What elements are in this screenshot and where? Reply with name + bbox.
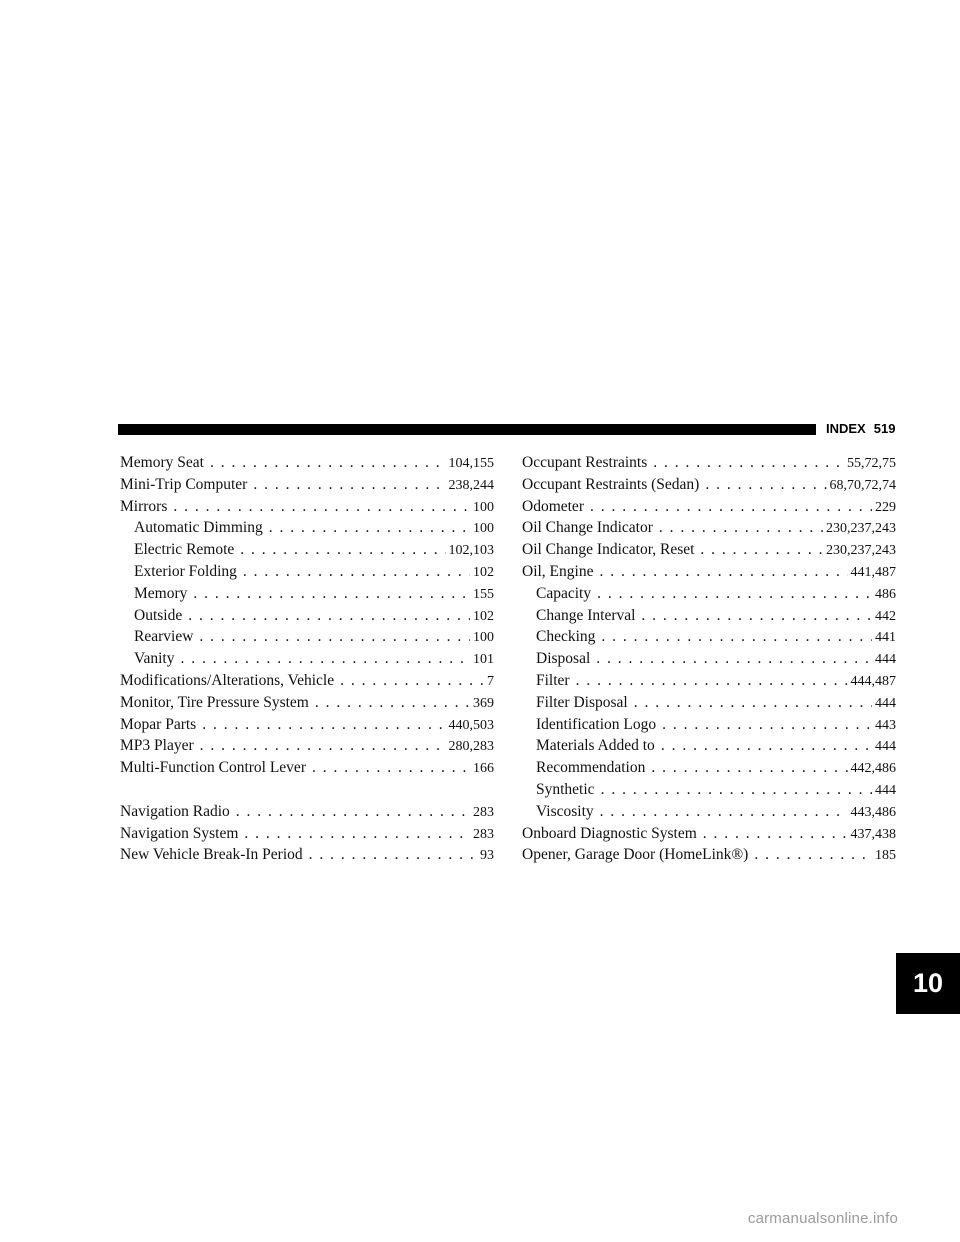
index-subentry — [522, 714, 896, 736]
entry-page-refs: 68,70,72,74 — [829, 477, 896, 493]
index-subentry — [522, 626, 896, 648]
index-subentry — [120, 517, 494, 539]
entry-page-refs: 102,103 — [448, 543, 494, 559]
dot-leader — [240, 539, 445, 561]
dot-leader — [601, 626, 872, 648]
entry-label: Navigation System — [120, 824, 239, 842]
index-entry — [120, 823, 494, 845]
dot-leader — [597, 583, 872, 605]
entry-page-refs: 444 — [875, 782, 896, 798]
index-subentry — [522, 583, 896, 605]
entry-label: Mopar Parts — [120, 715, 197, 733]
header-page-number: 519 — [873, 421, 896, 436]
dot-leader — [661, 735, 872, 757]
entry-page-refs: 444,487 — [850, 673, 896, 689]
header-section: INDEX — [826, 421, 866, 436]
entry-label: Change Interval — [536, 606, 636, 624]
dot-leader — [576, 670, 848, 692]
index-entry — [120, 757, 494, 779]
entry-label: Identification Logo — [536, 715, 657, 733]
dot-leader — [315, 692, 470, 714]
entry-page-refs: 283 — [473, 826, 494, 842]
index-entry — [120, 692, 494, 714]
entry-page-refs: 230,237,243 — [826, 543, 896, 559]
index-column-right — [522, 452, 896, 866]
dot-leader — [662, 714, 872, 736]
header-rule — [118, 424, 816, 435]
entry-label: Synthetic — [536, 780, 595, 798]
dot-leader — [641, 605, 872, 627]
dot-leader — [705, 474, 826, 496]
index-subentry — [120, 583, 494, 605]
dot-leader — [703, 823, 848, 845]
entry-page-refs: 440,503 — [448, 717, 494, 733]
index-entry — [120, 735, 494, 757]
entry-label: Capacity — [536, 584, 592, 602]
entry-page-refs: 441,487 — [850, 564, 896, 580]
dot-leader — [243, 561, 470, 583]
entry-label: Oil Change Indicator, Reset — [522, 541, 695, 559]
entry-page-refs: 104,155 — [448, 456, 494, 471]
index-subentry — [120, 605, 494, 627]
dot-leader — [653, 452, 844, 474]
entry-page-refs: 443 — [875, 717, 896, 733]
entry-label: Automatic Dimming — [134, 519, 263, 537]
entry-page-refs: 100 — [473, 499, 494, 515]
dot-leader — [199, 626, 470, 648]
entry-page-refs: 283 — [473, 804, 494, 820]
entry-page-refs: 100 — [473, 521, 494, 537]
chapter-tab: 10 — [896, 953, 960, 1014]
entry-label: Vanity — [134, 650, 175, 668]
entry-label: Memory Seat — [120, 454, 204, 471]
dot-leader — [596, 648, 872, 670]
entry-page-refs: 166 — [473, 761, 494, 777]
entry-label: Odometer — [522, 497, 584, 515]
entry-page-refs: 369 — [473, 695, 494, 711]
entry-page-refs: 442,486 — [850, 761, 896, 777]
index-subentry — [522, 801, 896, 823]
entry-label: Opener, Garage Door (HomeLink®) — [522, 846, 749, 864]
index-entry — [522, 496, 896, 518]
dot-leader — [700, 539, 823, 561]
index-column-left — [120, 452, 494, 866]
index-entry — [522, 844, 896, 866]
index-subentry — [522, 692, 896, 714]
entry-label: Disposal — [536, 650, 591, 668]
dot-leader — [269, 517, 470, 539]
entry-label: Modifications/Alterations, Vehicle — [120, 671, 335, 689]
entry-label: Filter — [536, 671, 570, 689]
entry-page-refs: 238,244 — [448, 477, 494, 493]
entry-page-refs: 442 — [875, 608, 896, 624]
entry-page-refs: 444 — [875, 695, 896, 711]
entry-label: Exterior Folding — [134, 562, 237, 580]
entry-label: Outside — [134, 606, 183, 624]
index-subentry — [522, 605, 896, 627]
dot-leader — [340, 670, 484, 692]
dot-leader — [634, 692, 872, 714]
entry-page-refs: 441 — [875, 630, 896, 646]
entry-page-refs: 7 — [487, 673, 494, 689]
index-entry — [120, 496, 494, 518]
dot-leader — [651, 757, 847, 779]
index-entry — [120, 801, 494, 823]
entry-label: Recommendation — [536, 759, 646, 777]
running-header — [826, 420, 895, 438]
index-subentry — [120, 539, 494, 561]
index-entry — [120, 474, 494, 496]
entry-label: Occupant Restraints — [522, 454, 648, 471]
entry-label: Viscosity — [536, 802, 594, 820]
dot-leader — [188, 605, 470, 627]
entry-page-refs: 55,72,75 — [847, 456, 896, 471]
entry-page-refs: 155 — [473, 586, 494, 602]
index-entry — [522, 452, 896, 474]
entry-label: Memory — [134, 584, 188, 602]
index-entry — [120, 452, 494, 474]
entry-page-refs: 280,283 — [448, 739, 494, 755]
dot-leader — [180, 648, 470, 670]
entry-label: Onboard Diagnostic System — [522, 824, 697, 842]
index-subentry — [522, 735, 896, 757]
entry-page-refs: 230,237,243 — [826, 521, 896, 537]
index-subentry — [522, 648, 896, 670]
entry-label: Navigation Radio — [120, 802, 230, 820]
dot-leader — [590, 496, 872, 518]
dot-leader — [601, 779, 872, 801]
entry-label: Oil, Engine — [522, 562, 594, 580]
dot-leader — [659, 517, 823, 539]
dot-leader — [309, 844, 477, 866]
index-entry — [522, 474, 896, 496]
entry-page-refs: 185 — [875, 848, 896, 864]
entry-label: New Vehicle Break-In Period — [120, 846, 303, 864]
index-subentry — [522, 757, 896, 779]
entry-label: Rearview — [134, 628, 194, 646]
index-subentry — [522, 779, 896, 801]
entry-label: Electric Remote — [134, 541, 235, 559]
index-entry — [120, 844, 494, 866]
entry-label: Checking — [536, 628, 596, 646]
entry-page-refs: 229 — [875, 499, 896, 515]
index-entry — [522, 823, 896, 845]
dot-leader — [193, 583, 470, 605]
entry-label: Filter Disposal — [536, 693, 628, 711]
entry-label: Occupant Restraints (Sedan) — [522, 475, 700, 493]
dot-leader — [173, 496, 470, 518]
entry-label: Materials Added to — [536, 737, 655, 755]
entry-page-refs: 102 — [473, 564, 494, 580]
index-entry — [522, 517, 896, 539]
entry-page-refs: 443,486 — [850, 804, 896, 820]
index-entry — [120, 714, 494, 736]
entry-page-refs: 437,438 — [850, 826, 896, 842]
dot-leader — [599, 561, 847, 583]
dot-leader — [312, 757, 470, 779]
dot-leader — [600, 801, 848, 823]
entry-label: Multi-Function Control Lever — [120, 759, 306, 777]
entry-label: Mirrors — [120, 497, 168, 515]
index-entry — [522, 561, 896, 583]
entry-label: Mini-Trip Computer — [120, 475, 248, 493]
entry-page-refs: 102 — [473, 608, 494, 624]
index-entry — [120, 670, 494, 692]
index-subentry — [120, 561, 494, 583]
dot-leader — [210, 452, 446, 474]
index-subentry — [522, 670, 896, 692]
dot-leader — [253, 474, 445, 496]
entry-page-refs: 100 — [473, 630, 494, 646]
dot-leader — [236, 801, 470, 823]
dot-leader — [244, 823, 470, 845]
entry-label: Monitor, Tire Pressure System — [120, 693, 309, 711]
entry-page-refs: 444 — [875, 739, 896, 755]
entry-page-refs: 93 — [480, 848, 494, 864]
dot-leader — [200, 735, 446, 757]
dot-leader — [202, 714, 445, 736]
index-subentry — [120, 648, 494, 670]
entry-page-refs: 101 — [473, 652, 494, 668]
entry-label: MP3 Player — [120, 737, 194, 755]
index-subentry — [120, 626, 494, 648]
watermark: carmanualsonline.info — [747, 1210, 898, 1227]
entry-label: Oil Change Indicator — [522, 519, 653, 537]
index-entry — [522, 539, 896, 561]
entry-page-refs: 444 — [875, 652, 896, 668]
dot-leader — [754, 844, 872, 866]
entry-page-refs: 486 — [875, 586, 896, 602]
